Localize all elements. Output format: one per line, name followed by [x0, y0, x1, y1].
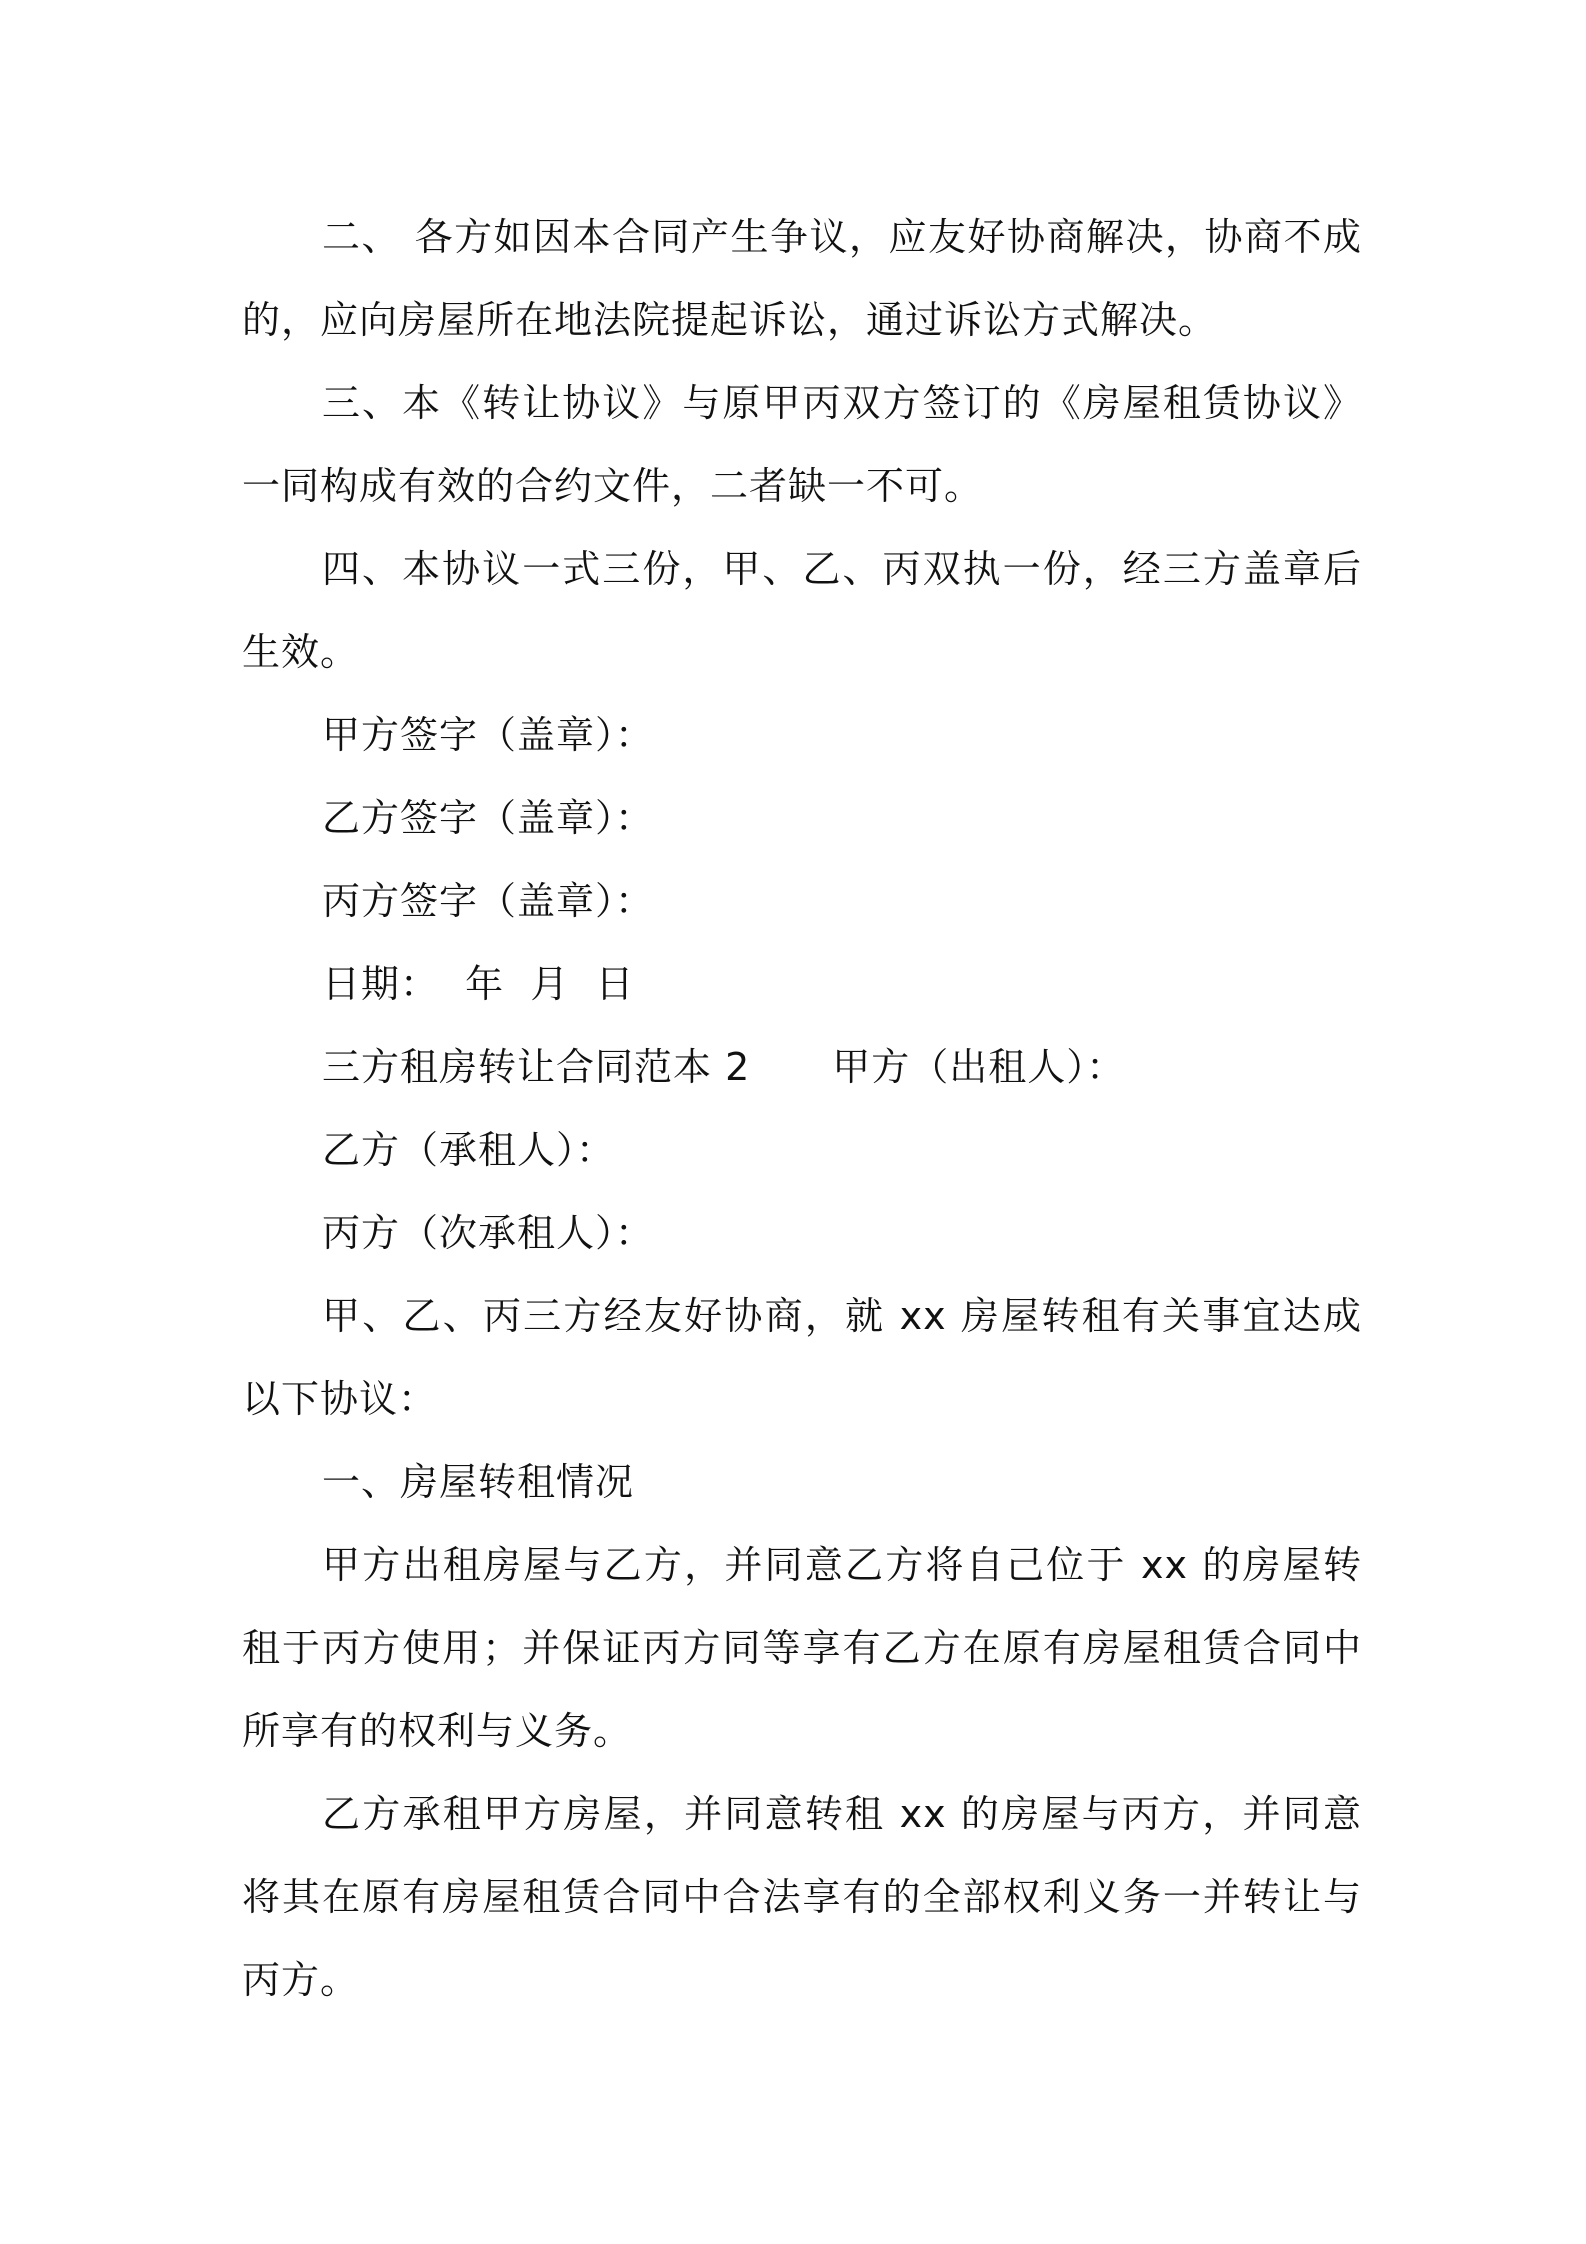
- template2-party-a: 甲方（出租人）：: [832, 1045, 1126, 1089]
- template2-intro: 甲、乙、丙三方经友好协商，就 xx 房屋转租有关事宜达成以下协议：: [242, 1294, 1362, 1421]
- clause-3-validity: 三、本《转让协议》与原甲丙双方签订的《房屋租赁协议》一同构成有效的合约文件，二者缺一不可。: [242, 381, 1362, 508]
- template2-party-c: 丙方（次承租人）：: [322, 1211, 655, 1255]
- signature-party-a: 甲方签字（盖章）：: [322, 713, 655, 757]
- template2-party-b: 乙方（承租人）：: [322, 1128, 616, 1172]
- section-1-paragraph-2: 乙方承租甲方房屋，并同意转租 xx 的房屋与丙方，并同意将其在原有房屋租赁合同中合法享有的全部权利义务一并转让与丙方。: [242, 1792, 1362, 2002]
- section-1-title: 一、房屋转租情况: [322, 1460, 635, 1504]
- template2-heading: [242, 1026, 1362, 1109]
- signature-party-c: 丙方签字（盖章）：: [322, 879, 655, 923]
- date-line: 日期： 年 月 日: [322, 962, 635, 1006]
- clause-4-copies: 四、本协议一式三份，甲、乙、丙双执一份，经三方盖章后生效。: [242, 547, 1362, 674]
- clause-2-dispute: 二、 各方如因本合同产生争议，应友好协商解决，协商不成的，应向房屋所在地法院提起诉讼，通过诉讼方式解决。: [242, 215, 1362, 342]
- section-1-paragraph-1: 甲方出租房屋与乙方，并同意乙方将自己位于 xx 的房屋转租于丙方使用；并保证丙方同等享有乙方在原有房屋租赁合同中所享有的权利与义务。: [242, 1543, 1362, 1753]
- signature-party-b: 乙方签字（盖章）：: [322, 796, 655, 840]
- template2-title: 三方租房转让合同范本 2: [322, 1045, 751, 1089]
- document-body: [242, 196, 1362, 2022]
